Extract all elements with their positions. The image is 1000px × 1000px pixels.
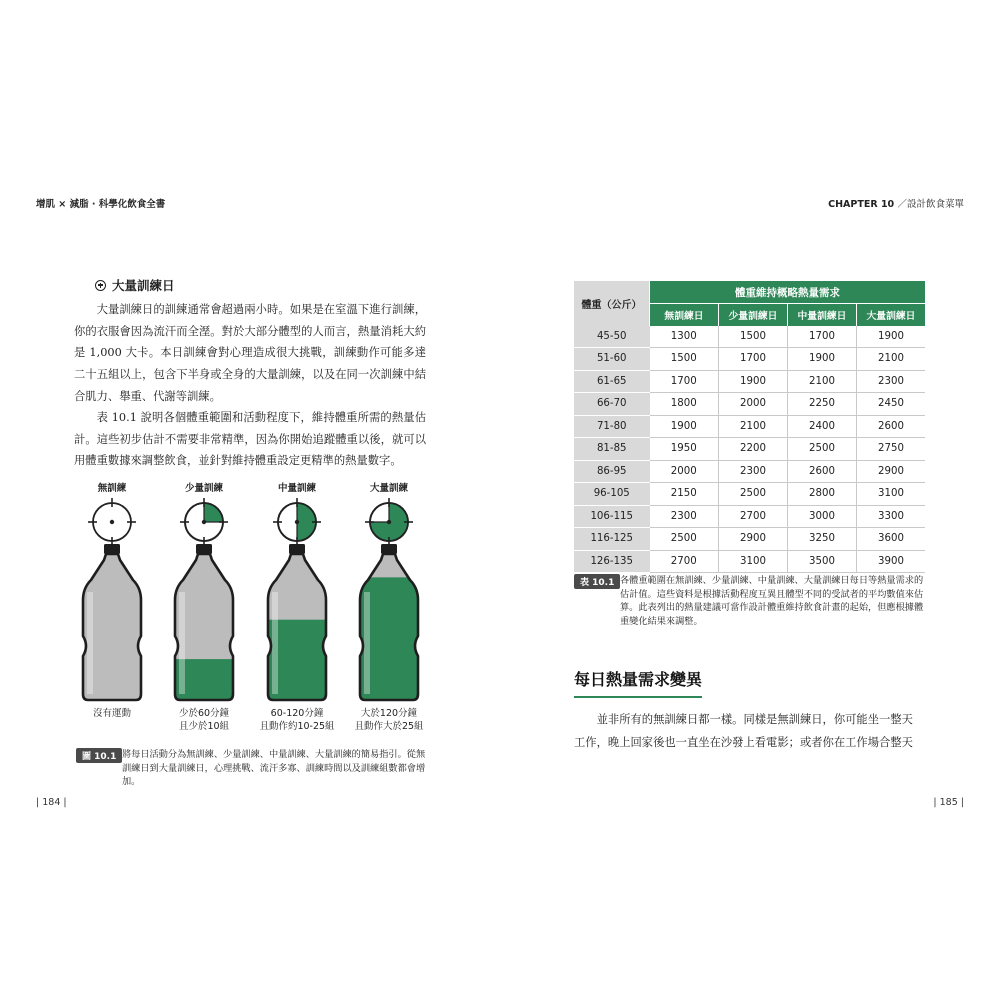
value-cell: 1950 [650,438,719,461]
value-cell: 2400 [788,415,857,438]
weight-cell: 116-125 [574,528,650,551]
section-heading: 每日熱量需求變異 [574,667,702,698]
value-cell: 1900 [650,415,719,438]
figure-caption-none [62,707,162,720]
bottle-cap [104,544,120,554]
activity-item [265,498,329,706]
value-cell: 2500 [719,483,788,506]
value-cell: 2500 [788,438,857,461]
table-row [574,326,925,348]
figure-caption [76,748,431,789]
table-row [574,483,925,506]
activity-item [357,498,421,706]
figure-label-light: 少量訓練 [184,483,223,494]
value-cell: 2000 [650,460,719,483]
value-cell: 2750 [857,438,926,461]
paragraph-line-2: 工作，晚上回家後也一直坐在沙發上看電影；或者你在工作場合整天 [574,736,913,749]
value-cell: 2900 [719,528,788,551]
caption-line: 少於60分鐘 [178,708,230,719]
value-cell: 1700 [650,370,719,393]
activity-item [172,498,236,706]
clock-center [110,520,114,524]
weight-cell: 66-70 [574,393,650,416]
caption-line: 且動作大於25組 [354,721,424,732]
value-cell: 2300 [857,370,926,393]
table-row [574,415,925,438]
value-cell: 1700 [719,348,788,371]
column-header-none: 無訓練日 [650,304,719,326]
weight-cell: 45-50 [574,326,650,348]
figure-label-none: 無訓練 [97,483,127,494]
table-row [574,550,925,573]
clock-center [202,520,206,524]
table-row [574,348,925,371]
table-row [574,393,925,416]
section-title-text: 大量訓練日 [112,278,175,293]
value-cell: 1900 [857,326,926,348]
figure-graphics [60,496,460,706]
value-cell: 1300 [650,326,719,348]
weight-header: 體重（公斤） [574,281,650,326]
weight-cell: 126-135 [574,550,650,573]
figure-caption-moderate [247,707,347,733]
circle-plus-icon [95,280,106,291]
value-cell: 3600 [857,528,926,551]
clock-center [387,520,391,524]
caption-line: 大於120分鐘 [360,708,418,719]
value-cell: 2000 [719,393,788,416]
running-header-left: 增肌 × 減脂 · 科學化飲食全書 [36,199,166,210]
chapter-label: CHAPTER 10 [828,199,895,210]
caption-line: 60-120分鐘 [270,708,324,719]
table-tag: 表 10.1 [574,574,620,589]
table-row [574,370,925,393]
page-number-value: 185 [939,797,958,808]
value-cell: 3900 [857,550,926,573]
value-cell: 1500 [719,326,788,348]
caption-line: 沒有運動 [92,708,131,719]
figure-label-heavy: 大量訓練 [369,483,408,494]
weight-cell: 81-85 [574,438,650,461]
value-cell: 3000 [788,505,857,528]
value-cell: 2300 [719,460,788,483]
figure-label-moderate: 中量訓練 [277,483,316,494]
value-cell: 3300 [857,505,926,528]
column-header-moderate: 中量訓練日 [788,304,857,326]
table-row [574,528,925,551]
column-header-heavy: 大量訓練日 [857,304,926,326]
paragraph-1: 大量訓練日的訓練通常會超過兩小時。如果是在室溫下進行訓練，你的衣服會因為流汗而全溼。對於大部分體型的人而言，熱量消耗大約是 1,000 大卡。本日訓練會對心理造成很大挑戰，訓練動作可能多達二十五組以上，包含下半身或全身的大量訓練，以及在同一次訓練中結合肌力、舉重、代謝等訓練。 [74,303,426,403]
value-cell: 1900 [719,370,788,393]
running-header-right [828,196,964,210]
weight-cell: 61-65 [574,370,650,393]
table-caption-text: 各體重範圍在無訓練、少量訓練、中量訓練、大量訓練日每日等熱量需求的估計值。這些資料是根據活動程度互異且體型不同的受試者的平均數值來估算。此表列出的熱量建議可當作設計體重維持飲食計畫的起始，但應根據體重變化結果來調整。 [620,575,924,627]
value-cell: 2900 [857,460,926,483]
activity-figure [60,478,460,738]
weight-cell: 106-115 [574,505,650,528]
page-number-value: 184 [42,797,61,808]
value-cell: 2100 [788,370,857,393]
bottle-cap [289,544,305,554]
value-cell: 1900 [788,348,857,371]
value-cell: 2700 [719,505,788,528]
value-cell: 3250 [788,528,857,551]
page-number-right: | 185 | [933,797,964,808]
figure-tag: 圖 10.1 [76,748,122,763]
value-cell: 2250 [788,393,857,416]
bottle-cap [196,544,212,554]
weight-cell: 71-80 [574,415,650,438]
value-cell: 2300 [650,505,719,528]
page-number-left: | 184 | [36,797,67,808]
value-cell: 1700 [788,326,857,348]
table-row [574,460,925,483]
value-cell: 2100 [857,348,926,371]
figure-caption-light [154,707,254,733]
caption-line: 且少於10組 [178,721,230,732]
value-cell: 3500 [788,550,857,573]
table-row [574,505,925,528]
value-cell: 2200 [719,438,788,461]
value-cell: 2150 [650,483,719,506]
paragraph-2: 表 10.1 說明各個體重範圍和活動程度下，維持體重所需的熱量估計。這些初步估計不需要非常精準，因為你開始追蹤體重以後，就可以用體重數據來調整飲食，並針對維持體重設定更精準的熱量數字。 [74,411,426,468]
value-cell: 2600 [857,415,926,438]
activity-item [80,498,144,702]
value-cell: 3100 [857,483,926,506]
value-cell: 1500 [650,348,719,371]
bottle-cap [381,544,397,554]
weight-cell: 86-95 [574,460,650,483]
chapter-title: ／設計飲食菜單 [897,199,964,210]
caption-line: 且動作約10-25組 [259,721,335,732]
clock-center [295,520,299,524]
value-cell: 2700 [650,550,719,573]
value-cell: 2450 [857,393,926,416]
weight-cell: 96-105 [574,483,650,506]
value-cell: 2800 [788,483,857,506]
calorie-table [574,281,925,573]
table-body [574,326,925,573]
value-cell: 2500 [650,528,719,551]
group-header: 體重維持概略熱量需求 [650,281,926,304]
table-row [574,438,925,461]
value-cell: 1800 [650,393,719,416]
value-cell: 2600 [788,460,857,483]
value-cell: 2100 [719,415,788,438]
weight-cell: 51-60 [574,348,650,371]
table-caption [574,574,930,628]
section-title [95,276,175,294]
figure-caption-heavy [339,707,439,733]
paragraph-line-1: 並非所有的無訓練日都一樣。同樣是無訓練日，你可能坐一整天 [596,713,913,726]
value-cell: 3100 [719,550,788,573]
figure-caption-text: 將每日活動分為無訓練、少量訓練、中量訓練、大量訓練的簡易指引。從無訓練日到大量訓練日，心理挑戰、流汗多寡、訓練時間以及訓練組數都會增加。 [122,749,426,788]
column-header-light: 少量訓練日 [719,304,788,326]
